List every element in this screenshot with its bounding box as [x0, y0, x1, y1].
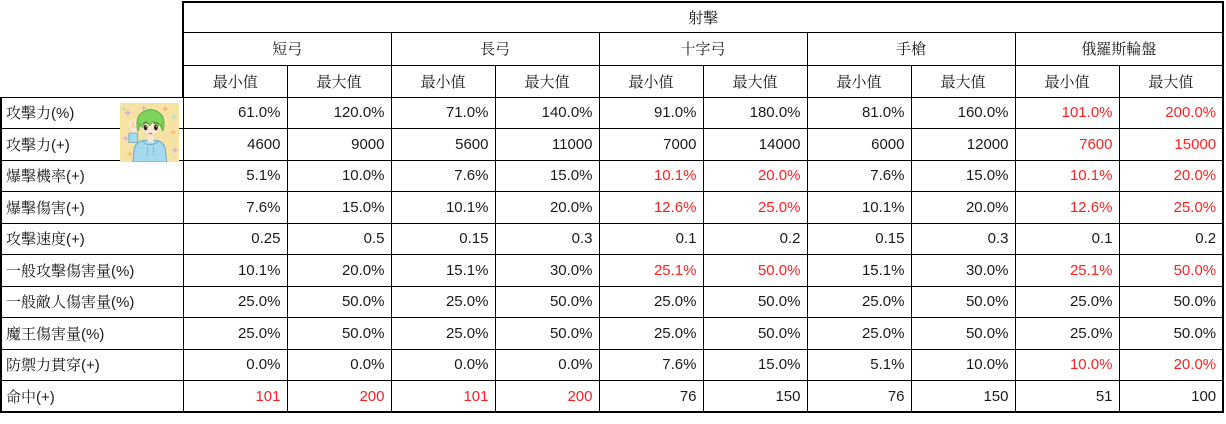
stat-cell: 25.0%: [391, 286, 495, 318]
stat-cell: 10.1%: [183, 255, 287, 287]
min-header: 最小值: [807, 65, 911, 97]
stat-cell: 7600: [1015, 129, 1119, 161]
stat-cell: 20.0%: [703, 160, 807, 192]
stat-cell: 200.0%: [1119, 97, 1223, 129]
stat-cell: 25.0%: [1119, 192, 1223, 224]
min-header: 最小值: [599, 65, 703, 97]
stat-cell: 15.0%: [287, 192, 391, 224]
stat-cell: 51: [1015, 381, 1119, 413]
stat-cell: 10.1%: [1015, 160, 1119, 192]
stat-cell: 180.0%: [703, 97, 807, 129]
stat-cell: 50.0%: [703, 318, 807, 350]
weapon-header-crossbow: 十字弓: [599, 32, 807, 65]
row-label: 爆擊傷害(+): [1, 192, 183, 224]
stat-cell: 5.1%: [807, 349, 911, 381]
stat-cell: 4600: [183, 129, 287, 161]
weapon-header-longbow: 長弓: [391, 32, 599, 65]
corner-spacer: [1, 32, 183, 65]
stat-cell: 0.1: [1015, 223, 1119, 255]
stat-cell: 10.1%: [599, 160, 703, 192]
stat-cell: 50.0%: [911, 318, 1015, 350]
stat-cell: 101.0%: [1015, 97, 1119, 129]
stat-cell: 25.0%: [183, 318, 287, 350]
stat-cell: 0.15: [807, 223, 911, 255]
stat-cell: 30.0%: [495, 255, 599, 287]
weapon-header-row: [1, 32, 1223, 65]
stat-cell: 100: [1119, 381, 1223, 413]
stat-cell: 150: [911, 381, 1015, 413]
stat-cell: 50.0%: [495, 286, 599, 318]
stat-cell: 5600: [391, 129, 495, 161]
row-label: 攻擊力(%): [1, 97, 183, 129]
min-header: 最小值: [1015, 65, 1119, 97]
stat-cell: 0.1: [599, 223, 703, 255]
stat-cell: 0.3: [911, 223, 1015, 255]
stat-cell: 10.0%: [287, 160, 391, 192]
stat-cell: 50.0%: [703, 286, 807, 318]
stat-cell: 7.6%: [183, 192, 287, 224]
stat-cell: 91.0%: [599, 97, 703, 129]
stat-cell: 50.0%: [703, 255, 807, 287]
stat-cell: 20.0%: [287, 255, 391, 287]
stat-cell: 10.1%: [391, 192, 495, 224]
stat-cell: 50.0%: [287, 318, 391, 350]
row-label: 一般攻擊傷害量(%): [1, 255, 183, 287]
stat-cell: 7.6%: [599, 349, 703, 381]
stat-cell: 11000: [495, 129, 599, 161]
stat-cell: 15.0%: [495, 160, 599, 192]
stat-row: [1, 349, 1223, 381]
max-header: 最大值: [287, 65, 391, 97]
stat-cell: 25.1%: [1015, 255, 1119, 287]
stat-cell: 76: [807, 381, 911, 413]
stat-cell: 120.0%: [287, 97, 391, 129]
stat-cell: 12000: [911, 129, 1015, 161]
stat-row: [1, 318, 1223, 350]
weapon-header-pistol: 手槍: [807, 32, 1015, 65]
stat-cell: 81.0%: [807, 97, 911, 129]
min-header: 最小值: [183, 65, 287, 97]
stat-cell: 10.1%: [807, 192, 911, 224]
corner-spacer: [1, 65, 183, 97]
stat-row: [1, 255, 1223, 287]
stat-cell: 0.0%: [183, 349, 287, 381]
stat-cell: 20.0%: [495, 192, 599, 224]
row-label: 魔王傷害量(%): [1, 318, 183, 350]
stat-cell: 0.5: [287, 223, 391, 255]
stat-cell: 15.1%: [807, 255, 911, 287]
stat-cell: 5.1%: [183, 160, 287, 192]
stat-cell: 7000: [599, 129, 703, 161]
stat-cell: 71.0%: [391, 97, 495, 129]
stat-cell: 10.0%: [1015, 349, 1119, 381]
row-label: 一般敵人傷害量(%): [1, 286, 183, 318]
row-label: 命中(+): [1, 381, 183, 413]
max-header: 最大值: [703, 65, 807, 97]
stat-cell: 25.0%: [391, 318, 495, 350]
row-label: 攻擊力(+): [1, 129, 183, 161]
stat-cell: 0.15: [391, 223, 495, 255]
stat-cell: 25.0%: [1015, 286, 1119, 318]
stat-cell: 15000: [1119, 129, 1223, 161]
stat-row: [1, 381, 1223, 413]
max-header: 最大值: [911, 65, 1015, 97]
stat-cell: 0.2: [1119, 223, 1223, 255]
row-label: 防禦力貫穿(+): [1, 349, 183, 381]
stat-cell: 30.0%: [911, 255, 1015, 287]
stat-cell: 50.0%: [287, 286, 391, 318]
stat-row: [1, 286, 1223, 318]
stat-row: [1, 129, 1223, 161]
stat-cell: 20.0%: [1119, 160, 1223, 192]
stat-cell: 50.0%: [1119, 318, 1223, 350]
stat-row: [1, 192, 1223, 224]
stat-cell: 25.0%: [807, 318, 911, 350]
stat-cell: 150: [703, 381, 807, 413]
stat-cell: 50.0%: [911, 286, 1015, 318]
row-label: 爆擊機率(+): [1, 160, 183, 192]
stat-cell: 200: [287, 381, 391, 413]
stat-cell: 0.25: [183, 223, 287, 255]
stat-cell: 50.0%: [495, 318, 599, 350]
stat-cell: 14000: [703, 129, 807, 161]
max-header: 最大值: [1119, 65, 1223, 97]
stat-cell: 25.0%: [1015, 318, 1119, 350]
stat-cell: 25.0%: [807, 286, 911, 318]
stat-row: [1, 160, 1223, 192]
stat-cell: 101: [183, 381, 287, 413]
minmax-header-row: [1, 65, 1223, 97]
stat-cell: 15.1%: [391, 255, 495, 287]
stat-cell: 0.0%: [287, 349, 391, 381]
stat-cell: 9000: [287, 129, 391, 161]
max-header: 最大值: [495, 65, 599, 97]
corner-spacer: [1, 2, 183, 32]
weapon-stats-sheet: [0, 1, 1224, 413]
stat-cell: 25.0%: [599, 286, 703, 318]
stat-cell: 0.0%: [495, 349, 599, 381]
stat-cell: 7.6%: [807, 160, 911, 192]
stat-cell: 140.0%: [495, 97, 599, 129]
stat-cell: 200: [495, 381, 599, 413]
stat-cell: 15.0%: [703, 349, 807, 381]
stat-cell: 76: [599, 381, 703, 413]
title-row: [1, 2, 1223, 32]
stat-row: [1, 97, 1223, 129]
table-title: 射擊: [183, 2, 1223, 32]
stat-cell: 0.3: [495, 223, 599, 255]
stat-cell: 25.0%: [703, 192, 807, 224]
min-header: 最小值: [391, 65, 495, 97]
stat-cell: 101: [391, 381, 495, 413]
stat-cell: 25.0%: [183, 286, 287, 318]
stats-table: [0, 1, 1224, 413]
stat-cell: 15.0%: [911, 160, 1015, 192]
row-label: 攻擊速度(+): [1, 223, 183, 255]
stat-cell: 6000: [807, 129, 911, 161]
stat-cell: 160.0%: [911, 97, 1015, 129]
stat-cell: 25.1%: [599, 255, 703, 287]
weapon-header-russian-roulette: 俄羅斯輪盤: [1015, 32, 1223, 65]
stat-cell: 25.0%: [599, 318, 703, 350]
stat-cell: 61.0%: [183, 97, 287, 129]
character-avatar: [120, 103, 179, 162]
stat-cell: 7.6%: [391, 160, 495, 192]
stat-row: [1, 223, 1223, 255]
stat-cell: 50.0%: [1119, 286, 1223, 318]
stat-cell: 12.6%: [599, 192, 703, 224]
stat-cell: 20.0%: [911, 192, 1015, 224]
stat-cell: 20.0%: [1119, 349, 1223, 381]
stat-cell: 12.6%: [1015, 192, 1119, 224]
weapon-header-shortbow: 短弓: [183, 32, 391, 65]
stat-cell: 10.0%: [911, 349, 1015, 381]
green-haired-character-avatar-icon: [120, 103, 179, 162]
stat-cell: 0.0%: [391, 349, 495, 381]
stat-cell: 0.2: [703, 223, 807, 255]
stat-cell: 50.0%: [1119, 255, 1223, 287]
